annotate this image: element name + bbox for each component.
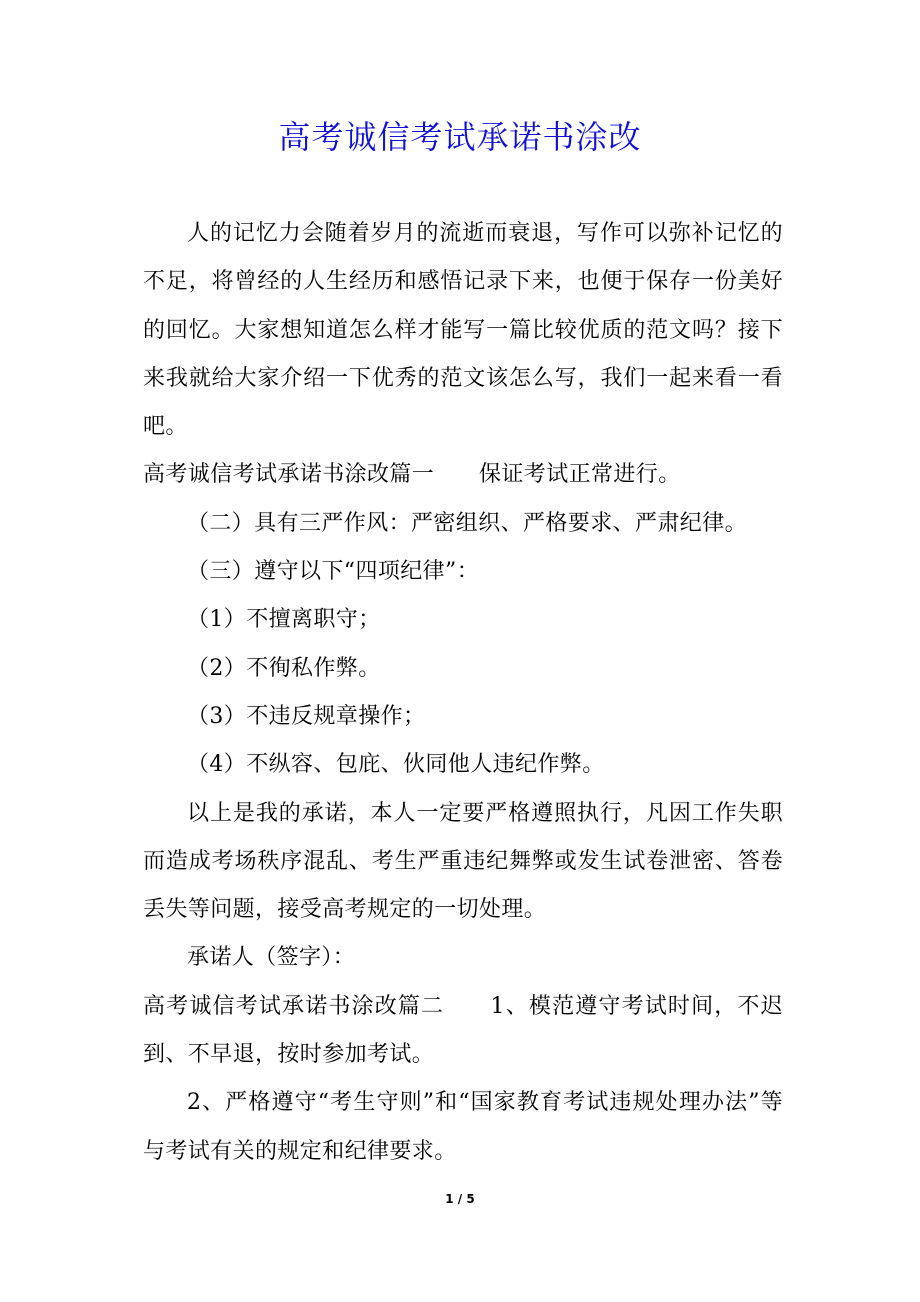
document-title: 高考诚信考试承诺书涂改	[278, 118, 642, 156]
rule-paragraph-three: （三）遵守以下“四项纪律”：	[187, 559, 480, 585]
signature-line: 承诺人（签字）：	[187, 945, 356, 971]
discipline-item-1: （1）不擅离职守；	[187, 607, 381, 633]
rule-paragraph-compliance: 2、严格遵守“考生守则”和“国家教育考试违规处理办法”等与考试有关的规定和纪律要求。	[143, 1090, 783, 1164]
discipline-item-2: （2）不徇私作弊。	[187, 655, 381, 681]
discipline-item-3: （3）不违反规章操作；	[187, 703, 426, 729]
intro-paragraph: 人的记忆力会随着岁月的流逝而衰退，写作可以弥补记忆的不足，将曾经的人生经历和感悟记录下来，也便于保存一份美好的回忆。大家想知道怎么样才能写一篇比较优质的范文吗？接下来我就给大家介绍一下优秀的范文该怎么写，我们一起来看一看吧。	[143, 221, 783, 440]
discipline-item-4: （4）不纵容、包庇、伙同他人违纪作弊。	[187, 752, 605, 778]
section-one-heading-paragraph: 高考诚信考试承诺书涂改篇一 保证考试正常进行。	[143, 462, 681, 488]
rule-paragraph-two: （二）具有三严作风：严密组织、严格要求、严肃纪律。	[187, 510, 748, 536]
page-number: 1 / 5	[445, 1192, 475, 1206]
document-body	[143, 210, 783, 1176]
section-two-heading-paragraph: 高考诚信考试承诺书涂改篇二 1、模范遵守考试时间，不迟到、不早退，按时参加考试。	[143, 993, 783, 1068]
commitment-paragraph: 以上是我的承诺，本人一定要严格遵照执行，凡因工作失职而造成考场秩序混乱、考生严重违纪舞弊或发生试卷泄密、答卷丢失等问题，接受高考规定的一切处理。	[143, 800, 783, 923]
